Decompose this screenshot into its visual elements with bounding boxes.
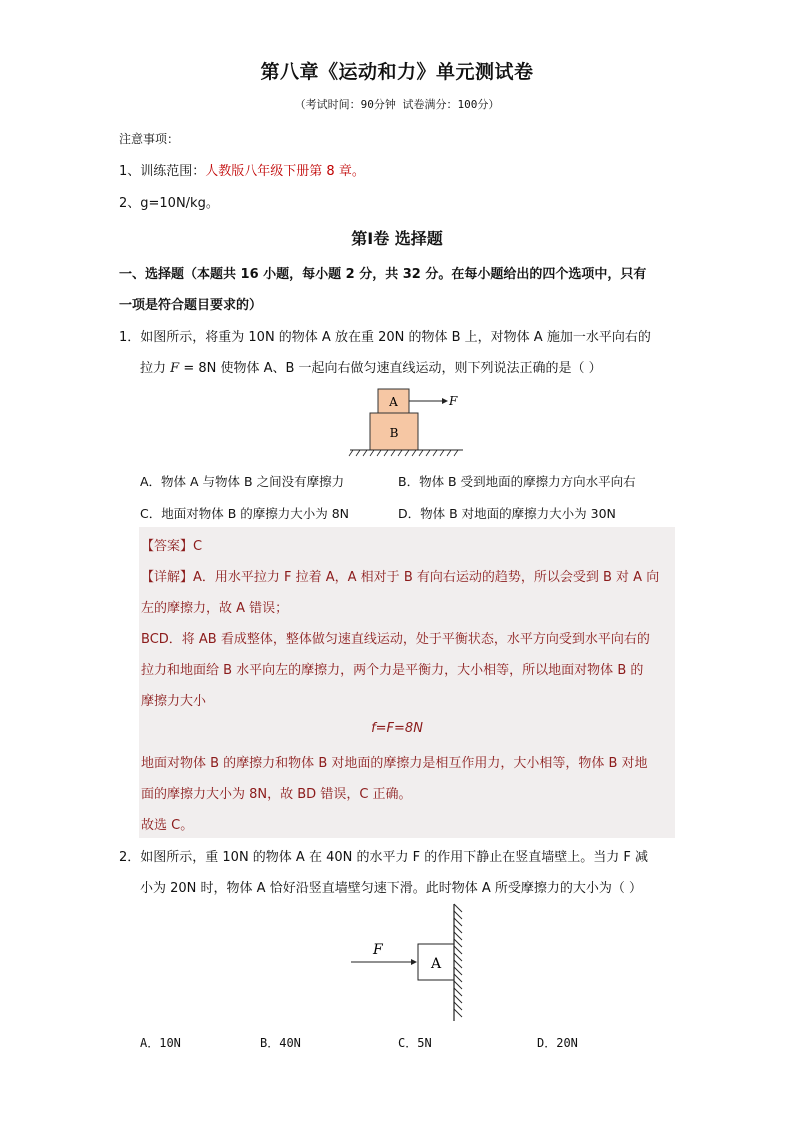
q1-option-b: B．物体 B 受到地面的摩擦力方向水平向右 — [398, 474, 636, 489]
q2-option-d: D．20N — [537, 1036, 578, 1050]
answer-detail-3: BCD．将 AB 看成整体，整体做匀速直线运动，处于平衡状态，水平方向受到水平向右的 — [141, 632, 650, 647]
note-item-1-prefix: 1、训练范围： — [119, 164, 206, 179]
block-a-label: A — [389, 395, 398, 409]
force-label: F — [449, 394, 458, 408]
q2-option-a: A．10N — [140, 1036, 181, 1050]
force-arrowhead — [442, 398, 448, 404]
wall-hatching — [454, 904, 462, 1017]
q2-figure — [345, 900, 475, 1026]
answer-detail-5: 摩擦力大小 — [141, 694, 207, 709]
force-arrowhead — [411, 959, 417, 965]
answer-detail-6: 地面对物体 B 的摩擦力和物体 B 对地面的摩擦力是相互作用力，大小相等，物体 B 对地 — [141, 756, 648, 771]
block-a-label: A — [430, 956, 442, 972]
q2-option-c: C．5N — [398, 1036, 432, 1050]
answer-detail-7: 面的摩擦力大小为 8N，故 BD 错误，C 正确。 — [141, 787, 412, 802]
note-item-1-value: 人教版八年级下册第 8 章。 — [205, 164, 365, 179]
section-instruction-2: 一项是符合题目要求的） — [119, 298, 263, 313]
q2-stem-line-2: 小为 20N 时，物体 A 恰好沿竖直墙壁匀速下滑。此时物体 A 所受摩擦力的大小为（ ） — [140, 881, 642, 896]
page-title: 第八章《运动和力》单元测试卷 — [260, 61, 534, 83]
q2-option-b: B．40N — [260, 1036, 301, 1050]
exam-info: （考试时间：90分钟 试卷满分：100分） — [294, 98, 500, 111]
force-label: F — [373, 942, 383, 958]
answer-detail-1: 【详解】A．用水平拉力 F 拉着 A，A 相对于 B 有向右运动的趋势，所以会受到 B 对 A 向 — [141, 570, 660, 585]
section-instruction-1: 一、选择题（本题共 16 小题，每小题 2 分，共 32 分。在每小题给出的四个选项中，只有 — [119, 267, 647, 282]
answer-detail-2: 左的摩擦力，故 A 错误； — [141, 601, 289, 616]
ground-hatching — [349, 450, 458, 456]
q1-stem-line-1: 1．如图所示，将重为 10N 的物体 A 放在重 20N 的物体 B 上，对物体 A 施加一水平向右的 — [119, 330, 651, 345]
answer-label: 【答案】C — [141, 539, 203, 554]
note-item-1 — [119, 160, 365, 179]
q2-stem-line-1: 2．如图所示，重 10N 的物体 A 在 40N 的水平力 F 的作用下静止在竖直墙壁上。当力 F 减 — [119, 850, 648, 865]
q1-option-a: A．物体 A 与物体 B 之间没有摩擦力 — [140, 474, 345, 489]
section-title: 第Ⅰ卷 选择题 — [351, 229, 443, 248]
note-item-2: 2、g=10N/kg。 — [119, 196, 219, 211]
q1-option-d: D．物体 B 对地面的摩擦力大小为 30N — [398, 506, 616, 521]
answer-formula: f=F=8N — [371, 721, 423, 736]
notes-label: 注意事项： — [119, 132, 180, 146]
answer-detail-4: 拉力和地面给 B 水平向左的摩擦力，两个力是平衡力，大小相等，所以地面对物体 B 的 — [141, 663, 644, 678]
q1-option-c: C．地面对物体 B 的摩擦力大小为 8N — [140, 506, 350, 521]
block-b-label: B — [389, 426, 399, 440]
answer-detail-8: 故选 C。 — [141, 818, 194, 833]
q1-figure — [345, 383, 470, 459]
q1-stem-line-2: 拉力 F = 8N 使物体 A、B 一起向右做匀速直线运动，则下列说法正确的是（ ） — [140, 361, 602, 376]
